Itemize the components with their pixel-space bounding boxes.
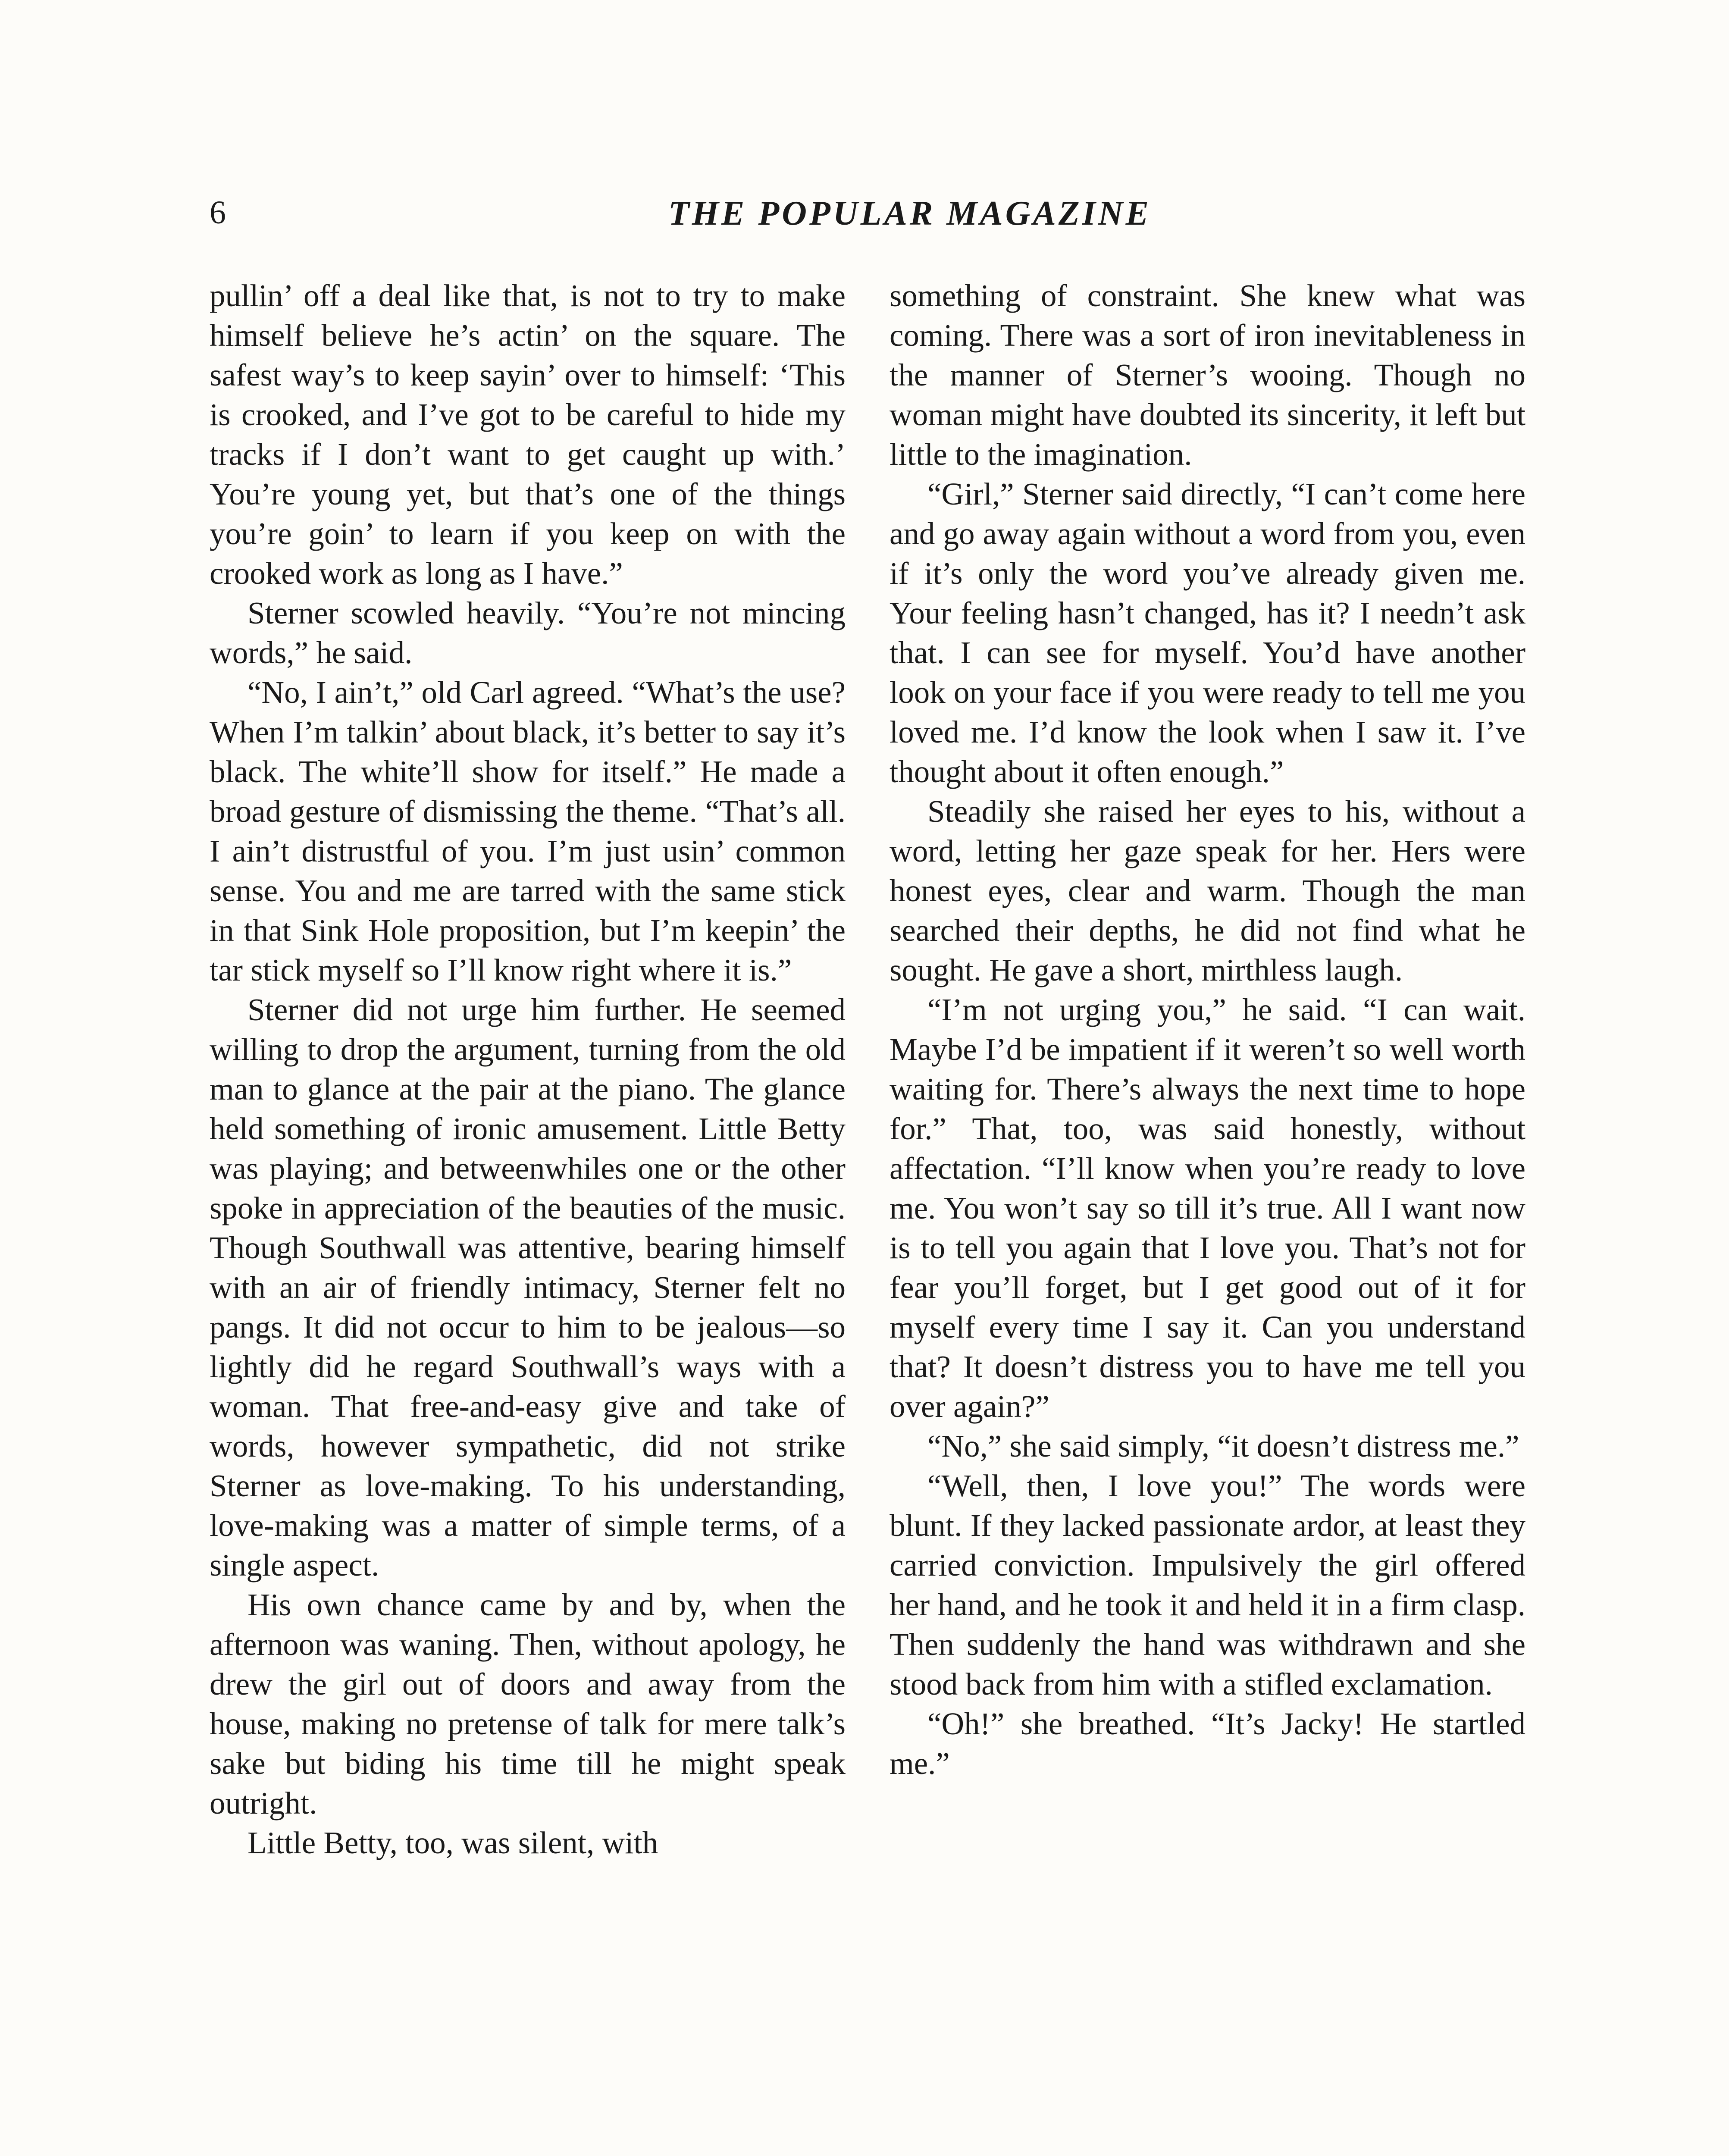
right-text-column bbox=[890, 276, 1525, 1783]
left-text-column bbox=[210, 276, 846, 1863]
paragraph: Little Betty, too, was silent, with bbox=[247, 1825, 658, 1860]
paragraph: something of constraint. She knew what was coming. There was a sort of iron inevitableness in the manner of Sterner’s wooing. Though no woman might have doubted its sincerity, it left but little to the imagination. bbox=[890, 278, 1525, 472]
paragraph: Sterner did not urge him further. He seemed willing to drop the argument, turning from the old man to glance at the pair at the piano. The glance held something of ironic amusement. Little Betty was playing; and betweenwhiles one or the other spoke in appreciation of the beauties of the music. Though Southwall was attentive, bearing himself with an air of friendly intimacy, Sterner felt no pangs. It did not occur to him to be jealous—so lightly did he regard Southwall’s ways with a woman. That free-and-easy give and take of words, however sympathetic, did not strike Sterner as love-making. To his understanding, love-making was a matter of simple terms, of a single aspect. bbox=[210, 992, 846, 1583]
paragraph: “Oh!” she breathed. “It’s Jacky! He startled me.” bbox=[890, 1706, 1525, 1781]
paragraph: “I’m not urging you,” he said. “I can wait. Maybe I’d be impatient if it weren’t so well worth waiting for. There’s always the next time to hope for.” That, too, was said honestly, without affectation. “I’ll know when you’re ready to love me. You won’t say so till it’s true. All I want now is to tell you again that I love you. That’s not for fear you’ll forget, but I get good out of it for myself every time I say it. Can you understand that? It doesn’t distress you to have me tell you over again?” bbox=[890, 992, 1525, 1424]
paragraph: “No,” she said simply, “it doesn’t distress me.” bbox=[927, 1429, 1519, 1463]
paragraph: “Well, then, I love you!” The words were blunt. If they lacked passionate ardor, at least they carried conviction. Impulsively the girl offered her hand, and he took it and held it in a firm clasp. Then suddenly the hand was withdrawn and she stood back from him with a stifled exclamation. bbox=[890, 1468, 1525, 1702]
paragraph: Steadily she raised her eyes to his, without a word, letting her gaze speak for her. Hers were honest eyes, clear and warm. Though the man searched their depths, he did not find what he sought. He gave a short, mirthless laugh. bbox=[890, 794, 1525, 987]
running-head-title: THE POPULAR MAGAZINE bbox=[668, 194, 1152, 232]
paragraph: “No, I ain’t,” old Carl agreed. “What’s the use? When I’m talkin’ about black, it’s better to say it’s black. The white’ll show for itself.” He made a broad gesture of dismissing the theme. “That’s all. I ain’t distrustful of you. I’m just usin’ common sense. You and me are tarred with the same stick in that Sink Hole proposition, but I’m keepin’ the tar stick myself so I’ll know right where it is.” bbox=[210, 675, 846, 987]
paragraph: Sterner scowled heavily. “You’re not mincing words,” he said. bbox=[210, 595, 846, 670]
paragraph: “Girl,” Sterner said directly, “I can’t come here and go away again without a word from you, even if it’s only the word you’ve already given me. Your feeling hasn’t changed, has it? I needn’t ask that. I can see for myself. You’d have another look on your face if you were ready to tell me you loved me. I’d know the look when I saw it. I’ve thought about it often enough.” bbox=[890, 476, 1525, 789]
paragraph: pullin’ off a deal like that, is not to try to make himself believe he’s actin’ on the square. The safest way’s to keep sayin’ over to himself: ‘This is crooked, and I’ve got to be careful to hide my tracks if I don’t want to get caught up with.’ You’re young yet, but that’s one of the things you’re goin’ to learn if you keep on with the crooked work as long as I have.” bbox=[210, 278, 846, 591]
paragraph: His own chance came by and by, when the afternoon was waning. Then, without apology, he drew the girl out of doors and away from the house, making no pretense of talk for mere talk’s sake but biding his time till he might speak outright. bbox=[210, 1587, 846, 1821]
page-number: 6 bbox=[210, 194, 226, 231]
